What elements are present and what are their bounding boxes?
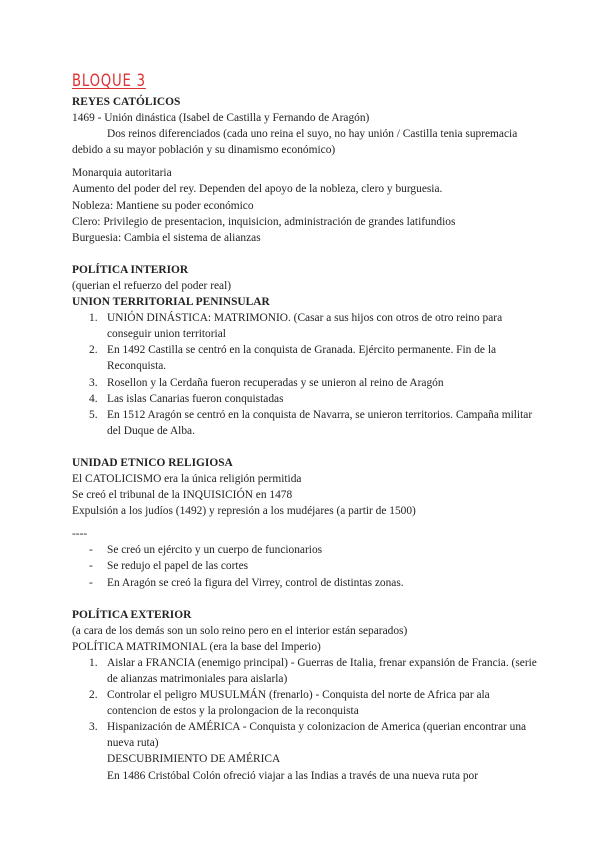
list-text: Hispanización de AMÉRICA - Conquista y colonizacion de America (querian encontrar una nueva ruta): [107, 721, 527, 750]
expulsion-line: Expulsión a los judíos (1492) y represión a los mudéjares (a partir de 1500): [72, 505, 416, 518]
list-number: 3.: [89, 721, 98, 734]
list-text: En 1512 Aragón se centró en la conquista de Navarra, se unieron territorios. Campaña militar del Duque de Alba.: [107, 408, 533, 437]
list-text: UNIÓN DINÁSTICA: MATRIMONIO. (Casar a sus hijos con otros de otro reino para conseguir union territorial: [107, 312, 503, 341]
list-text: Rosellon y la Cerdaña fueron recuperadas y se unieron al reino de Aragón: [107, 376, 444, 389]
catolicismo-line: El CATOLICISMO era la única religión permitida: [72, 472, 302, 485]
page-title: BLOQUE 3: [72, 71, 146, 91]
list-text: Aislar a FRANCIA (enemigo principal) - Guerras de Italia, frenar expansión de Francia. (serie de alianzas matrimoniales para aislarla): [107, 656, 537, 685]
list-item: [72, 375, 542, 391]
list-text: En Aragón se creó la figura del Virrey, control de distintas zonas.: [107, 576, 404, 589]
dash-marker: -: [89, 560, 93, 573]
list-item: [72, 391, 542, 407]
descubrimiento-line: DESCUBRIMIENTO DE AMÉRICA: [107, 753, 281, 766]
exterior-line1: (a cara de los demás son un solo reino pero en el interior están separados): [72, 624, 408, 637]
clero-line: Clero: Privilegio de presentacion, inquisicion, administración de grandes latifundios: [72, 215, 456, 228]
list-item: [72, 719, 542, 751]
list-text: Se creó un ejército y un cuerpo de funcionarios: [107, 544, 323, 557]
monarquia-line: Monarquia autoritaria: [72, 167, 172, 180]
list-item: [72, 310, 542, 342]
list-item: [72, 558, 542, 574]
reinos-diferenciados-line: Dos reinos diferenciados (cada uno reina el suyo, no hay unión / Castilla tenia supremacia debido a su mayor población y su dinamismo económico): [72, 128, 518, 157]
inquisicion-line: Se creó el tribunal de la INQUISICIÓN en 1478: [72, 489, 293, 502]
separator: ----: [72, 528, 88, 541]
list-item: [72, 342, 542, 374]
list-item: [72, 542, 542, 558]
reyes-heading: REYES CATÓLICOS: [72, 96, 181, 108]
religiosa-bullets: [72, 542, 542, 590]
colon-line: En 1486 Cristóbal Colón ofreció viajar a las Indias a través de una nueva ruta por: [107, 769, 479, 782]
list-text: Las islas Canarias fueron conquistadas: [107, 392, 284, 405]
interior-heading: POLÍTICA INTERIOR: [72, 263, 189, 276]
list-number: 4.: [89, 392, 98, 405]
list-number: 2.: [89, 689, 98, 702]
list-number: 1.: [89, 312, 98, 325]
politica-matrimonial-line: POLÍTICA MATRIMONIAL (era la base del Imperio): [72, 640, 321, 653]
list-number: 1.: [89, 656, 98, 669]
burguesia-line: Burguesia: Cambia el sistema de alianzas: [72, 231, 261, 244]
union-dinastica-line: 1469 - Unión dinástica (Isabel de Castilla y Fernando de Aragón): [72, 112, 370, 125]
aumento-line: Aumento del poder del rey. Dependen del apoyo de la nobleza, clero y burguesia.: [72, 183, 443, 196]
list-number: 3.: [89, 376, 98, 389]
list-text: En 1492 Castilla se centró en la conquista de Granada. Ejército permanente. Fin de la Reconquista.: [107, 344, 497, 373]
list-item: [72, 687, 542, 719]
union-territorial-heading: UNION TERRITORIAL PENINSULAR: [72, 296, 270, 309]
interior-list: [72, 310, 542, 439]
list-text: Controlar el peligro MUSULMÁN (frenarlo) - Conquista del norte de Africa par ala contencion de estos y la prolongacion de la reconquista: [107, 689, 490, 718]
interior-subtitle: (querian el refuerzo del poder real): [72, 279, 232, 292]
list-item: [72, 655, 542, 687]
document-page: [72, 70, 542, 784]
exterior-list: [72, 655, 542, 752]
nobleza-line: Nobleza: Mantiene su poder económico: [72, 199, 254, 212]
religiosa-heading: UNIDAD ETNICO RELIGIOSA: [72, 456, 233, 469]
list-text: Se redujo el papel de las cortes: [107, 560, 249, 573]
list-item: [72, 575, 542, 591]
exterior-heading: POLÍTICA EXTERIOR: [72, 608, 192, 621]
list-number: 2.: [89, 344, 98, 357]
dash-marker: -: [89, 544, 93, 557]
dash-marker: -: [89, 576, 93, 589]
list-item: [72, 407, 542, 439]
list-number: 5.: [89, 408, 98, 421]
